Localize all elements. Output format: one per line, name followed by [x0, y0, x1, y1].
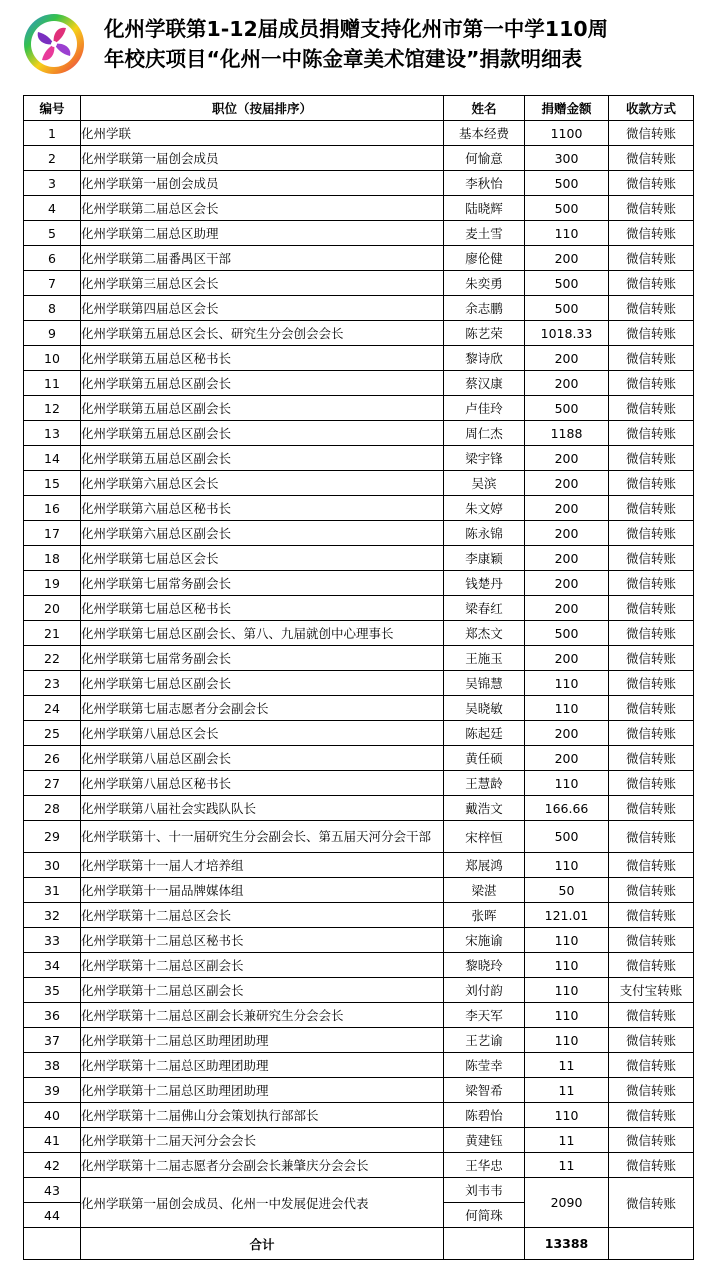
row-position: 化州学联第五届总区副会长 — [81, 421, 444, 446]
row-number: 14 — [24, 446, 81, 471]
total-row — [24, 1228, 694, 1260]
table-row — [24, 928, 694, 953]
table-row — [24, 346, 694, 371]
row-name: 宋施谕 — [444, 928, 525, 953]
row-amount: 11 — [525, 1153, 609, 1178]
row-number: 23 — [24, 671, 81, 696]
row-position: 化州学联第六届总区副会长 — [81, 521, 444, 546]
page-title — [104, 14, 714, 74]
row-method: 微信转账 — [609, 878, 694, 903]
row-name: 李天军 — [444, 1003, 525, 1028]
row-position: 化州学联第七届常务副会长 — [81, 571, 444, 596]
row-amount: 11 — [525, 1078, 609, 1103]
table-row — [24, 396, 694, 421]
row-name: 王艺谕 — [444, 1028, 525, 1053]
row-name: 戴浩文 — [444, 796, 525, 821]
row-amount: 50 — [525, 878, 609, 903]
row-position: 化州学联第六届总区秘书长 — [81, 496, 444, 521]
row-number: 24 — [24, 696, 81, 721]
row-name: 周仁杰 — [444, 421, 525, 446]
row-position: 化州学联第八届总区会长 — [81, 721, 444, 746]
row-name: 王华忠 — [444, 1153, 525, 1178]
row-position: 化州学联第十二届志愿者分会副会长兼肇庆分会会长 — [81, 1153, 444, 1178]
row-position: 化州学联第十、十一届研究生分会副会长、第五届天河分会干部 — [81, 821, 444, 853]
row-number: 42 — [24, 1153, 81, 1178]
total-empty-cell — [609, 1228, 694, 1260]
row-method: 微信转账 — [609, 421, 694, 446]
row-amount: 200 — [525, 521, 609, 546]
row-amount: 300 — [525, 146, 609, 171]
row-position: 化州学联第二届番禺区干部 — [81, 246, 444, 271]
row-method: 微信转账 — [609, 1103, 694, 1128]
column-header-name: 姓名 — [444, 96, 525, 121]
row-name: 吴滨 — [444, 471, 525, 496]
row-amount: 500 — [525, 296, 609, 321]
row-number: 21 — [24, 621, 81, 646]
row-name: 梁宇锋 — [444, 446, 525, 471]
row-name: 梁春红 — [444, 596, 525, 621]
row-position: 化州学联第十二届总区副会长 — [81, 978, 444, 1003]
row-method: 微信转账 — [609, 646, 694, 671]
column-header-position: 职位（按届排序） — [81, 96, 444, 121]
row-amount: 110 — [525, 928, 609, 953]
row-amount: 500 — [525, 821, 609, 853]
row-position: 化州学联第十一届人才培养组 — [81, 853, 444, 878]
total-empty-cell — [444, 1228, 525, 1260]
row-number: 32 — [24, 903, 81, 928]
row-number: 39 — [24, 1078, 81, 1103]
row-name: 陆晓辉 — [444, 196, 525, 221]
row-position: 化州学联第七届志愿者分会副会长 — [81, 696, 444, 721]
row-name: 郑展鸿 — [444, 853, 525, 878]
table-row — [24, 646, 694, 671]
table-row — [24, 596, 694, 621]
table-row — [24, 953, 694, 978]
row-name: 王施玉 — [444, 646, 525, 671]
row-method: 微信转账 — [609, 1028, 694, 1053]
row-amount: 110 — [525, 1003, 609, 1028]
row-number: 38 — [24, 1053, 81, 1078]
row-method: 微信转账 — [609, 446, 694, 471]
row-number: 7 — [24, 271, 81, 296]
row-position: 化州学联第五届总区副会长 — [81, 446, 444, 471]
row-amount: 500 — [525, 171, 609, 196]
total-label: 合计 — [81, 1228, 444, 1260]
row-number: 17 — [24, 521, 81, 546]
row-number: 9 — [24, 321, 81, 346]
row-amount: 110 — [525, 221, 609, 246]
row-position: 化州学联第六届总区会长 — [81, 471, 444, 496]
row-name: 梁智希 — [444, 1078, 525, 1103]
row-number: 18 — [24, 546, 81, 571]
row-method: 微信转账 — [609, 1003, 694, 1028]
row-number: 5 — [24, 221, 81, 246]
row-number: 41 — [24, 1128, 81, 1153]
row-method: 微信转账 — [609, 1053, 694, 1078]
row-amount: 200 — [525, 496, 609, 521]
table-row — [24, 321, 694, 346]
column-header-amount: 捐赠金额 — [525, 96, 609, 121]
row-amount: 200 — [525, 721, 609, 746]
table-row — [24, 878, 694, 903]
row-amount: 110 — [525, 1028, 609, 1053]
row-amount: 110 — [525, 1103, 609, 1128]
row-amount: 166.66 — [525, 796, 609, 821]
row-amount: 200 — [525, 596, 609, 621]
row-amount: 110 — [525, 953, 609, 978]
row-method: 微信转账 — [609, 903, 694, 928]
row-name: 余志鹏 — [444, 296, 525, 321]
table-row — [24, 1128, 694, 1153]
row-name: 郑杰文 — [444, 621, 525, 646]
table-row — [24, 246, 694, 271]
row-method: 微信转账 — [609, 621, 694, 646]
row-number: 43 — [24, 1178, 81, 1203]
row-name: 基本经费 — [444, 121, 525, 146]
row-method: 微信转账 — [609, 928, 694, 953]
row-method: 微信转账 — [609, 821, 694, 853]
table-row — [24, 121, 694, 146]
title-line-2: 年校庆项目“化州一中陈金章美术馆建设”捐款明细表 — [104, 47, 582, 71]
row-method: 微信转账 — [609, 1078, 694, 1103]
row-number: 25 — [24, 721, 81, 746]
table-row — [24, 546, 694, 571]
row-name: 朱奕勇 — [444, 271, 525, 296]
row-name: 陈艺荣 — [444, 321, 525, 346]
table-row — [24, 1078, 694, 1103]
row-number: 40 — [24, 1103, 81, 1128]
row-position: 化州学联第七届总区副会长、第八、九届就创中心理事长 — [81, 621, 444, 646]
row-number: 26 — [24, 746, 81, 771]
row-method: 微信转账 — [609, 121, 694, 146]
row-name: 钱楚丹 — [444, 571, 525, 596]
column-header-number: 编号 — [24, 96, 81, 121]
row-position: 化州学联第十二届总区助理团助理 — [81, 1028, 444, 1053]
row-method: 微信转账 — [609, 721, 694, 746]
row-method: 微信转账 — [609, 596, 694, 621]
row-name: 廖伦健 — [444, 246, 525, 271]
row-name: 吴晓敏 — [444, 696, 525, 721]
row-method: 微信转账 — [609, 671, 694, 696]
row-position: 化州学联第八届社会实践队队长 — [81, 796, 444, 821]
row-name: 陈碧怡 — [444, 1103, 525, 1128]
row-amount: 121.01 — [525, 903, 609, 928]
row-amount: 2090 — [525, 1178, 609, 1228]
row-amount: 200 — [525, 546, 609, 571]
header — [0, 0, 720, 92]
table-row — [24, 271, 694, 296]
row-position: 化州学联第十二届总区会长 — [81, 903, 444, 928]
row-method: 微信转账 — [609, 571, 694, 596]
row-amount: 200 — [525, 346, 609, 371]
table-row — [24, 171, 694, 196]
row-number: 34 — [24, 953, 81, 978]
row-amount: 200 — [525, 446, 609, 471]
row-position: 化州学联第一届创会成员 — [81, 171, 444, 196]
row-position: 化州学联第十二届总区秘书长 — [81, 928, 444, 953]
row-name: 陈永锦 — [444, 521, 525, 546]
row-name: 黎诗欣 — [444, 346, 525, 371]
table-row — [24, 1153, 694, 1178]
row-position: 化州学联第一届创会成员 — [81, 146, 444, 171]
row-method: 微信转账 — [609, 853, 694, 878]
row-position: 化州学联第十二届总区助理团助理 — [81, 1053, 444, 1078]
row-name: 陈莹幸 — [444, 1053, 525, 1078]
row-amount: 200 — [525, 471, 609, 496]
row-amount: 11 — [525, 1128, 609, 1153]
table-row — [24, 903, 694, 928]
row-position: 化州学联第十二届总区副会长兼研究生分会会长 — [81, 1003, 444, 1028]
row-name: 黄建钰 — [444, 1128, 525, 1153]
row-amount: 110 — [525, 696, 609, 721]
row-amount: 200 — [525, 246, 609, 271]
row-name: 张晖 — [444, 903, 525, 928]
row-number: 8 — [24, 296, 81, 321]
row-method: 微信转账 — [609, 246, 694, 271]
row-number: 36 — [24, 1003, 81, 1028]
row-position: 化州学联第十二届天河分会会长 — [81, 1128, 444, 1153]
row-number: 35 — [24, 978, 81, 1003]
table-row — [24, 796, 694, 821]
table-body — [24, 121, 694, 1260]
row-number: 12 — [24, 396, 81, 421]
row-number: 37 — [24, 1028, 81, 1053]
row-method: 微信转账 — [609, 796, 694, 821]
table-row — [24, 771, 694, 796]
row-method: 微信转账 — [609, 321, 694, 346]
row-number: 33 — [24, 928, 81, 953]
row-name: 李秋怡 — [444, 171, 525, 196]
table-row — [24, 978, 694, 1003]
row-name: 刘韦韦 — [444, 1178, 525, 1203]
row-number: 19 — [24, 571, 81, 596]
row-position: 化州学联第八届总区秘书长 — [81, 771, 444, 796]
table-row — [24, 671, 694, 696]
row-method: 微信转账 — [609, 1128, 694, 1153]
row-method: 微信转账 — [609, 696, 694, 721]
row-amount: 110 — [525, 771, 609, 796]
row-name: 王慧龄 — [444, 771, 525, 796]
table-row — [24, 1003, 694, 1028]
row-method: 微信转账 — [609, 471, 694, 496]
row-position: 化州学联第七届总区会长 — [81, 546, 444, 571]
row-method: 微信转账 — [609, 171, 694, 196]
row-method: 微信转账 — [609, 746, 694, 771]
table-row — [24, 421, 694, 446]
row-method: 微信转账 — [609, 221, 694, 246]
row-method: 微信转账 — [609, 496, 694, 521]
row-position: 化州学联第十二届总区副会长 — [81, 953, 444, 978]
row-amount: 200 — [525, 371, 609, 396]
row-name: 朱文婷 — [444, 496, 525, 521]
row-number: 4 — [24, 196, 81, 221]
row-method: 微信转账 — [609, 953, 694, 978]
table-row — [24, 221, 694, 246]
row-amount: 200 — [525, 746, 609, 771]
row-amount: 500 — [525, 396, 609, 421]
row-amount: 500 — [525, 271, 609, 296]
row-position: 化州学联第二届总区助理 — [81, 221, 444, 246]
row-position: 化州学联第五届总区副会长 — [81, 396, 444, 421]
row-number: 16 — [24, 496, 81, 521]
row-position: 化州学联第五届总区副会长 — [81, 371, 444, 396]
column-header-method: 收款方式 — [609, 96, 694, 121]
row-amount: 110 — [525, 978, 609, 1003]
row-position: 化州学联第四届总区会长 — [81, 296, 444, 321]
row-number: 6 — [24, 246, 81, 271]
row-method: 微信转账 — [609, 346, 694, 371]
row-position: 化州学联第五届总区秘书长 — [81, 346, 444, 371]
row-number: 44 — [24, 1203, 81, 1228]
row-position: 化州学联第八届总区副会长 — [81, 746, 444, 771]
row-number: 3 — [24, 171, 81, 196]
row-number: 2 — [24, 146, 81, 171]
row-position: 化州学联第五届总区会长、研究生分会创会会长 — [81, 321, 444, 346]
row-number: 31 — [24, 878, 81, 903]
row-method: 支付宝转账 — [609, 978, 694, 1003]
row-amount: 11 — [525, 1053, 609, 1078]
row-amount: 1018.33 — [525, 321, 609, 346]
table-row — [24, 696, 694, 721]
row-number: 20 — [24, 596, 81, 621]
row-name: 梁湛 — [444, 878, 525, 903]
row-amount: 1100 — [525, 121, 609, 146]
row-name: 何简珠 — [444, 1203, 525, 1228]
row-number: 11 — [24, 371, 81, 396]
row-name: 陈起廷 — [444, 721, 525, 746]
table-row — [24, 196, 694, 221]
row-position: 化州学联 — [81, 121, 444, 146]
row-number: 30 — [24, 853, 81, 878]
row-position: 化州学联第七届总区副会长 — [81, 671, 444, 696]
row-position: 化州学联第七届总区秘书长 — [81, 596, 444, 621]
row-name: 蔡汉康 — [444, 371, 525, 396]
table-row — [24, 746, 694, 771]
table-row-group-43-44 — [24, 1178, 694, 1203]
row-method: 微信转账 — [609, 271, 694, 296]
row-amount: 110 — [525, 853, 609, 878]
row-number: 29 — [24, 821, 81, 853]
table-row — [24, 721, 694, 746]
row-method: 微信转账 — [609, 396, 694, 421]
row-amount: 110 — [525, 671, 609, 696]
row-position: 化州学联第七届常务副会长 — [81, 646, 444, 671]
row-name: 吴锦慧 — [444, 671, 525, 696]
table-row — [24, 621, 694, 646]
row-amount: 200 — [525, 571, 609, 596]
row-number: 22 — [24, 646, 81, 671]
row-position: 化州学联第十一届品牌媒体组 — [81, 878, 444, 903]
total-amount: 13388 — [525, 1228, 609, 1260]
pinwheel-logo-icon — [22, 12, 86, 76]
row-name: 宋梓恒 — [444, 821, 525, 853]
table-header-row — [24, 96, 694, 121]
row-amount: 200 — [525, 646, 609, 671]
table-row — [24, 853, 694, 878]
row-name: 刘付韵 — [444, 978, 525, 1003]
row-position: 化州学联第一届创会成员、化州一中发展促进会代表 — [81, 1178, 444, 1228]
row-position: 化州学联第二届总区会长 — [81, 196, 444, 221]
table-row — [24, 446, 694, 471]
table-row — [24, 1053, 694, 1078]
row-number: 10 — [24, 346, 81, 371]
row-method: 微信转账 — [609, 1178, 694, 1228]
row-number: 13 — [24, 421, 81, 446]
row-method: 微信转账 — [609, 546, 694, 571]
row-number: 28 — [24, 796, 81, 821]
table-row — [24, 571, 694, 596]
title-line-1: 化州学联第1-12届成员捐赠支持化州市第一中学110周 — [104, 17, 609, 41]
row-position: 化州学联第十二届佛山分会策划执行部部长 — [81, 1103, 444, 1128]
row-name: 何愉意 — [444, 146, 525, 171]
row-method: 微信转账 — [609, 521, 694, 546]
row-method: 微信转账 — [609, 296, 694, 321]
table-row — [24, 821, 694, 853]
row-amount: 1188 — [525, 421, 609, 446]
row-name: 李康颖 — [444, 546, 525, 571]
table-row — [24, 496, 694, 521]
row-position: 化州学联第十二届总区助理团助理 — [81, 1078, 444, 1103]
row-name: 黄任硕 — [444, 746, 525, 771]
donation-table — [23, 95, 694, 1260]
row-name: 黎晓玲 — [444, 953, 525, 978]
row-number: 1 — [24, 121, 81, 146]
row-name: 卢佳玲 — [444, 396, 525, 421]
table-row — [24, 1103, 694, 1128]
row-method: 微信转账 — [609, 146, 694, 171]
row-position: 化州学联第三届总区会长 — [81, 271, 444, 296]
row-method: 微信转账 — [609, 196, 694, 221]
row-amount: 500 — [525, 196, 609, 221]
table-row — [24, 371, 694, 396]
row-method: 微信转账 — [609, 771, 694, 796]
table-row — [24, 471, 694, 496]
table-row — [24, 521, 694, 546]
row-number: 15 — [24, 471, 81, 496]
table-row — [24, 146, 694, 171]
row-number: 27 — [24, 771, 81, 796]
row-amount: 500 — [525, 621, 609, 646]
row-name: 麦土雪 — [444, 221, 525, 246]
row-method: 微信转账 — [609, 371, 694, 396]
table-row — [24, 1028, 694, 1053]
total-empty-cell — [24, 1228, 81, 1260]
row-method: 微信转账 — [609, 1153, 694, 1178]
table-row — [24, 296, 694, 321]
